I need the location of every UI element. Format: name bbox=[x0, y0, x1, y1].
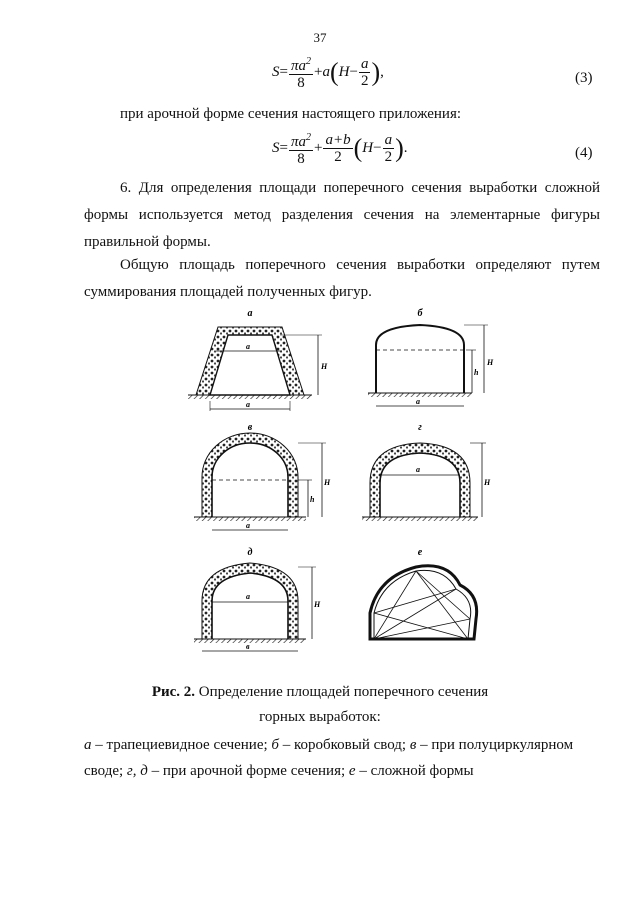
formula-3-mult: a bbox=[322, 63, 330, 80]
formula-4-frac2-den: 2 bbox=[334, 149, 342, 165]
formula-4-minus: − bbox=[373, 139, 382, 156]
caption-legend-line2 bbox=[84, 763, 474, 780]
formula-3-frac1-num: πa bbox=[290, 58, 306, 74]
formula-3-frac2 bbox=[359, 56, 371, 89]
figure-label-g: г bbox=[418, 422, 422, 433]
formula-4-H: H bbox=[362, 139, 374, 156]
arch-text: при арочной форме сечения настоящего приложения: bbox=[120, 106, 462, 122]
figure-a-trapezoid bbox=[188, 308, 328, 411]
formula-4-frac3-den: 2 bbox=[384, 149, 393, 165]
formula-3-lhs: S bbox=[272, 63, 280, 80]
figure-d-arched bbox=[194, 547, 321, 651]
formula-4-frac1-sup: 2 bbox=[305, 132, 311, 143]
formula-3-minus: − bbox=[349, 63, 358, 80]
formula-4-frac2-num: a+b bbox=[325, 132, 351, 148]
figure-label-e: е bbox=[417, 547, 423, 558]
legend-line1-part-2: б bbox=[271, 737, 279, 753]
caption-title-line2: горных выработок: bbox=[259, 709, 381, 725]
formula-4-frac2 bbox=[323, 132, 352, 165]
formula-3-frac1-den: 8 bbox=[297, 75, 305, 91]
formula-4-tail: . bbox=[403, 139, 408, 156]
dim-a-top: a bbox=[246, 342, 250, 351]
figure-label-b: б bbox=[417, 308, 423, 319]
figure-g-arched bbox=[362, 422, 491, 521]
figure-label-a: а bbox=[247, 308, 253, 319]
legend-line1-part-5: – при полуциркулярном bbox=[416, 737, 574, 753]
legend-line2-part-4: – сложной формы bbox=[355, 763, 474, 779]
dim-b-bottom: a bbox=[416, 397, 420, 406]
formula-3-frac2-den: 2 bbox=[360, 73, 369, 89]
paragraph-total: Общую площадь поперечного сечения выработки определяют путем суммирования площадей полученных фигур. bbox=[84, 257, 600, 300]
formula-3-frac2-num: a bbox=[360, 56, 369, 72]
formula-3-frac1 bbox=[289, 54, 313, 91]
dim-h-v: h bbox=[310, 495, 315, 504]
formula-3-frac1-sup: 2 bbox=[305, 56, 311, 67]
formula-4-eq: = bbox=[279, 139, 288, 156]
formula-4-frac1-den: 8 bbox=[297, 151, 305, 167]
equation-number-3: (3) bbox=[575, 70, 593, 86]
legend-line1-part-3: – коробковый свод; bbox=[278, 737, 410, 753]
formula-3-tail: , bbox=[380, 63, 384, 80]
caption-title-line1 bbox=[0, 684, 640, 701]
caption-title: Определение площадей поперечного сечения bbox=[198, 684, 489, 700]
formula-4-frac1 bbox=[289, 130, 313, 167]
dim-a-bottom: a bbox=[246, 400, 250, 409]
figure-label-d: д bbox=[247, 547, 253, 558]
dim-g-top: a bbox=[416, 465, 420, 474]
formula-4-frac3-num: a bbox=[384, 132, 393, 148]
formula-4-lhs: S bbox=[272, 139, 280, 156]
dim-H-b: H bbox=[487, 358, 494, 367]
formula-4-plus: + bbox=[313, 139, 323, 156]
legend-line1-part-0: а bbox=[84, 737, 92, 753]
figure-2 bbox=[180, 305, 510, 657]
dim-H-v: H bbox=[324, 478, 331, 487]
legend-line1-part-4: в bbox=[409, 737, 417, 753]
figure-b-box-vault bbox=[368, 308, 494, 406]
dim-H-g: H bbox=[484, 478, 491, 487]
formula-4-frac1-num: πa bbox=[290, 134, 306, 150]
legend-line1-part-1: – трапециевидное сечение; bbox=[91, 737, 272, 753]
paragraph-6: 6. Для определения площади поперечного сечения выработки сложной формы используется метод разделения сечения на элементарные фигуры правильной формы. bbox=[84, 180, 600, 250]
equation-number-4: (4) bbox=[575, 145, 593, 161]
figure-e-complex bbox=[370, 547, 477, 639]
formula-3-plus: + bbox=[313, 63, 323, 80]
formula-3: S= $\frac{\pi a^2}{8}$ +a(H− $\frac{a}{2}$ ), bbox=[272, 56, 384, 91]
caption-legend-line1 bbox=[84, 737, 573, 754]
legend-line2-part-3: е bbox=[348, 763, 356, 779]
legend-line2-part-0: своде; bbox=[84, 763, 127, 779]
formula-4: S= $\frac{\pi a^2}{8}$ + $\frac{a+b}{2}$ (H− $\frac{a}{2}$ ). bbox=[272, 132, 408, 167]
dim-h-b: h bbox=[474, 368, 479, 377]
legend-line2-part-1: г, д bbox=[126, 763, 148, 779]
dim-H-a: H bbox=[321, 362, 328, 371]
page-number: 37 bbox=[313, 30, 327, 45]
legend-line2-part-2: – при арочной форме сечения; bbox=[147, 763, 349, 779]
caption-label: Рис. 2. bbox=[151, 684, 196, 700]
formula-3-eq: = bbox=[279, 63, 288, 80]
figure-label-v: в bbox=[247, 422, 253, 433]
dim-d-bottom: в bbox=[246, 642, 250, 651]
formula-3-H: H bbox=[338, 63, 350, 80]
dim-d-top: a bbox=[246, 592, 250, 601]
figure-v-semicircular bbox=[194, 422, 331, 530]
dim-v-bottom: a bbox=[246, 521, 250, 530]
formula-4-frac3 bbox=[383, 132, 395, 165]
dim-H-d: H bbox=[314, 600, 321, 609]
